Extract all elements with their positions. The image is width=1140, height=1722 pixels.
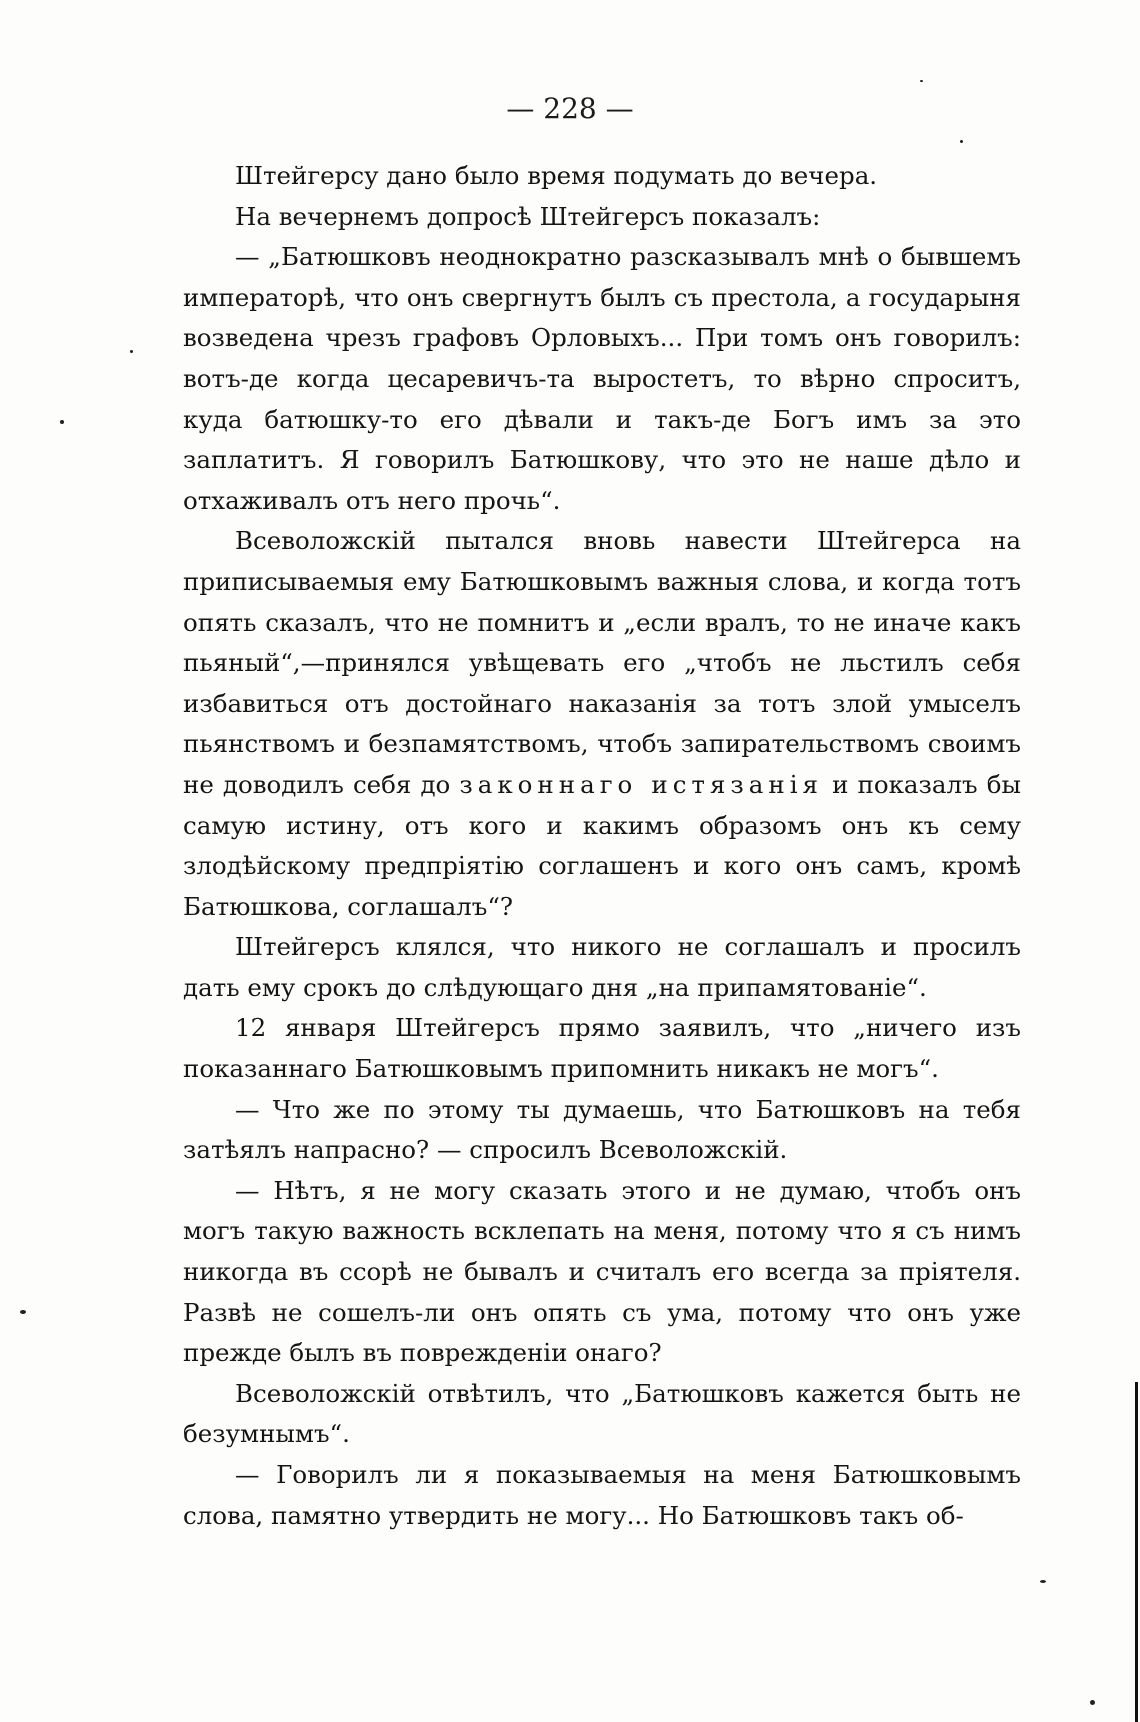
scan-speck — [60, 420, 64, 424]
body-text — [183, 156, 1021, 1536]
spaced-phrase: законнаго истязанія — [459, 769, 824, 799]
page-number: — 228 — — [506, 92, 634, 125]
scan-speck — [920, 80, 923, 82]
page-edge-shadow — [1135, 1382, 1138, 1722]
paragraph-9: Всеволожскій отвѣтилъ, что „Батюшковъ кажется быть не безумнымъ“. — [183, 1378, 1021, 1449]
paragraph-7: — Что же по этому ты думаешь, что Батюшковъ на тебя затѣялъ напрасно? — спросилъ Всеволожскій. — [183, 1094, 1021, 1165]
scan-speck — [130, 350, 133, 353]
paragraph-4 — [183, 521, 1021, 927]
paragraph-8: — Нѣтъ, я не могу сказать этого и не думаю, чтобъ онъ могъ такую важность всклепать на меня, потому что я съ нимъ никогда въ ссорѣ не бывалъ и считалъ его всегда за пріятеля. Развѣ не сошелъ-ли онъ опять съ ума, потому что онъ уже прежде былъ въ поврежденіи онаго? — [183, 1175, 1021, 1368]
paragraph-4-head: Всеволожскій пытался вновь навести Штейгерса на приписываемыя ему Батюшковымъ важныя слова, и когда тотъ опять сказалъ, что не помнитъ и „если вралъ, то не иначе какъ пьяный“,—принялся увѣщевать его „чтобъ не льстилъ себя избавиться отъ достойнаго наказанія за тотъ злой умыселъ пьянствомъ и безпамятствомъ, чтобъ запирательствомъ своимъ не доводилъ себя до — [183, 526, 1021, 799]
paragraph-4-tail: и показалъ бы самую истину, отъ кого и какимъ образомъ онъ къ сему злодѣйскому предпріятію соглашенъ и кого онъ самъ, кромѣ Батюшкова, соглашалъ“? — [183, 769, 1021, 921]
paragraph-10: — Говорилъ ли я показываемыя на меня Батюшковымъ слова, памятно утвердить не могу... Но Батюшковъ такъ об- — [183, 1460, 1021, 1530]
paragraph-6: 12 января Штейгерсъ прямо заявилъ, что „ничего изъ показаннаго Батюшковымъ припомнить никакъ не могъ“. — [183, 1013, 1021, 1084]
scan-speck — [20, 1310, 26, 1314]
paragraph-1: Штейгерсу дано было время подумать до вечера. — [235, 161, 878, 190]
paragraph-5: Штейгерсъ клялся, что никого не соглашалъ и просилъ дать ему срокъ до слѣдующаго дня „на припамятованіе“. — [183, 932, 1021, 1002]
scan-speck — [960, 140, 963, 143]
scan-speck — [1040, 1580, 1046, 1583]
paragraph-3: — „Батюшковъ неоднократно разсказывалъ мнѣ о бывшемъ императорѣ, что онъ свергнутъ былъ съ престола, а государыня возведена чрезъ графовъ Орловыхъ... При томъ онъ говорилъ: вотъ-де когда цесаревичъ-та выростетъ, то вѣрно спроситъ, куда батюшку-то его дѣвали и такъ-де Богъ имъ за это заплатитъ. Я говорилъ Батюшкову, что это не наше дѣло и отхаживалъ отъ него прочь“. — [183, 242, 1021, 515]
scan-speck — [1090, 1700, 1095, 1705]
paragraph-2: На вечернемъ допросѣ Штейгерсъ показалъ: — [235, 201, 821, 231]
